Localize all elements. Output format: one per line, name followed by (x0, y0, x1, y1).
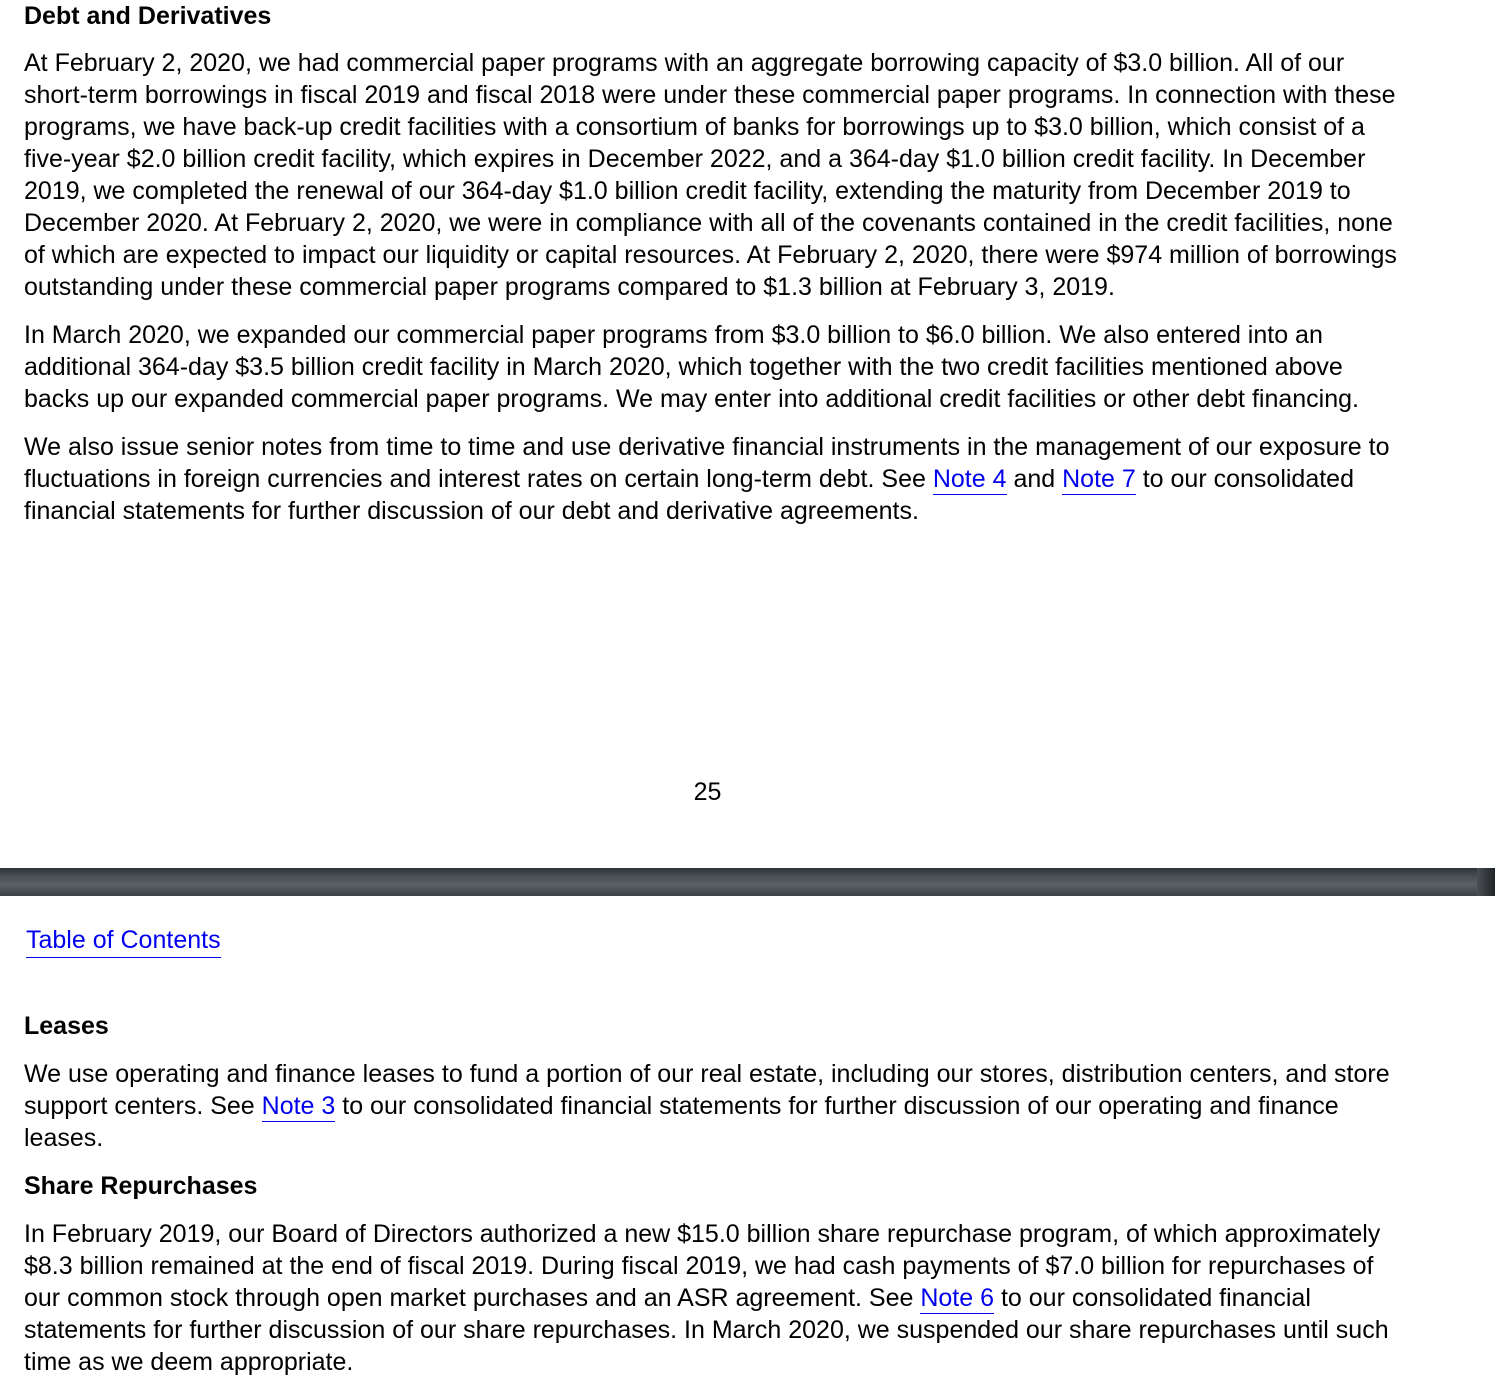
debt-p3-text-c: to our consolidated financial statements for further discussion of our debt and derivative agreements. (24, 465, 1354, 525)
debt-heading: Debt and Derivatives (24, 2, 272, 30)
note-3-link[interactable]: Note 3 (261, 1092, 336, 1120)
share-repurchases-paragraph (24, 1218, 1404, 1378)
leases-text-a: We use operating and finance leases to fund a portion of our real estate, including our stores, distribution centers, and store support centers. See (24, 1060, 1390, 1120)
page-number: 25 (693, 778, 722, 806)
debt-section (24, 0, 1404, 527)
page-separator (0, 868, 1495, 896)
share-repurchases-section (24, 1170, 1404, 1378)
note-6-link[interactable]: Note 6 (920, 1284, 995, 1312)
debt-paragraph-3 (24, 431, 1404, 527)
debt-p3-text-a: We also issue senior notes from time to time and use derivative financial instruments in the management of our exposure to fluctuations in foreign currencies and interest rates on certain long-term debt. See (24, 433, 1390, 493)
share-repurchases-heading: Share Repurchases (24, 1172, 258, 1200)
table-of-contents-link[interactable]: Table of Contents (26, 924, 221, 958)
leases-paragraph (24, 1058, 1404, 1154)
note-7-link[interactable]: Note 7 (1062, 465, 1136, 493)
debt-p3-text-b: and (1006, 465, 1063, 493)
leases-heading: Leases (24, 1012, 109, 1040)
debt-paragraph-2: In March 2020, we expanded our commercial paper programs from $3.0 billion to $6.0 billion. We also entered into an additional 364-day $3.5 billion credit facility in March 2020, which together with the two credit facilities mentioned above backs up our expanded commercial paper programs. We may enter into additional credit facilities or other debt financing. (24, 321, 1359, 413)
repurchases-text-a: In February 2019, our Board of Directors authorized a new $15.0 billion share repurchase program, of which approximately $8.3 billion remained at the end of fiscal 2019. During fiscal 2019, we had cash payments of $7.0 billion for repurchases of our common stock through open market purchases and an ASR agreement. See (24, 1220, 1381, 1312)
leases-section (24, 1010, 1404, 1154)
leases-text-b: to our consolidated financial statements for further discussion of our operating and finance leases. (24, 1092, 1339, 1152)
repurchases-text-b: to our consolidated financial statements for further discussion of our share repurchases. In March 2020, we suspended our share repurchases until such time as we deem appropriate. (24, 1284, 1389, 1376)
debt-paragraph-1: At February 2, 2020, we had commercial paper programs with an aggregate borrowing capacity of $3.0 billion. All of our short-term borrowings in fiscal 2019 and fiscal 2018 were under these commercial paper programs. In connection with these programs, we have back-up credit facilities with a consortium of banks for borrowings up to $3.0 billion, which consist of a five-year $2.0 billion credit facility, which expires in December 2022, and a 364-day $1.0 billion credit facility. In December 2019, we completed the renewal of our 364-day $1.0 billion credit facility, extending the maturity from December 2019 to December 2020. At February 2, 2020, we were in compliance with all of the covenants contained in the credit facilities, none of which are expected to impact our liquidity or capital resources. At February 2, 2020, there were $974 million of borrowings outstanding under these commercial paper programs compared to $1.3 billion at February 3, 2019. (24, 49, 1397, 301)
note-4-link[interactable]: Note 4 (932, 465, 1007, 493)
